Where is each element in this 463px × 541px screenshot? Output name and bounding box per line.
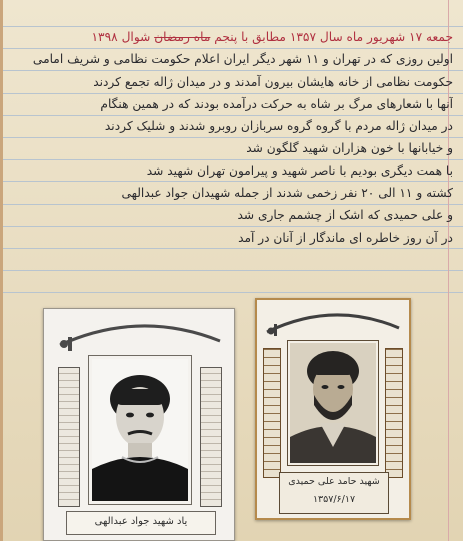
text-line-9: و علی حمیدی که اشک از چشمم جاری شد xyxy=(237,208,453,223)
date-text-after: شوال ۱۳۹۸ xyxy=(91,30,151,44)
photo-right xyxy=(255,298,411,520)
date-text-struck: ماه رمضان xyxy=(154,30,211,44)
date-line xyxy=(15,26,453,48)
handwritten-text xyxy=(15,26,453,249)
text-line-10: در آن روز خاطره ای ماندگار از آنان در آمد xyxy=(238,230,453,245)
right-ornament-panel xyxy=(200,367,222,507)
text-line-6: و خیابانها با خون هزاران شهید گلگون شد xyxy=(246,141,453,156)
date-text-before: جمعه ۱۷ شهریور ماه سال ۱۳۵۷ مطابق با پنجم xyxy=(214,30,453,44)
caption-left: یاد شهید جواد عبدالهی xyxy=(66,511,216,535)
right-ornament-panel xyxy=(385,348,403,478)
sword-ornament-icon xyxy=(54,315,226,355)
text-line-2: اولین روزی که در تهران و ۱۱ شهر دیگر ایران اعلام حکومت نظامی و شریف امامی xyxy=(32,52,453,67)
portrait-left xyxy=(92,359,188,501)
left-ornament-panel xyxy=(263,348,281,478)
photo-left xyxy=(43,308,235,541)
text-line-8: کشته و ۱۱ الی ۲۰ نفر زخمی شدند از جمله شهیدان جواد عبدالهی xyxy=(121,186,453,201)
text-line-7: با همت دیگری بودیم با ناصر شهید و پیرامون تهران شهید شد xyxy=(146,163,453,178)
ruled-line xyxy=(3,292,463,293)
caption-right xyxy=(279,472,389,514)
sword-ornament-icon xyxy=(263,306,403,340)
text-line-3: حکومت نظامی از خانه هایشان بیرون آمدند و در میدان ژاله تجمع کردند xyxy=(93,74,453,89)
text-line-5: در میدان ژاله مردم با گروه گروه سربازان روبرو شدند و شلیک کردند xyxy=(104,119,453,134)
caption-right-name: شهید حامد علی حمیدی xyxy=(288,476,380,487)
caption-right-date: ۱۳۵۷/۶/۱۷ xyxy=(312,494,356,505)
portrait-figure-icon xyxy=(92,359,188,501)
text-line-4: آنها با شعارهای مرگ بر شاه به حرکت درآمده بودند که در همین هنگام xyxy=(100,96,453,111)
ruled-line xyxy=(3,270,463,271)
left-ornament-panel xyxy=(58,367,80,507)
portrait-right xyxy=(290,343,376,463)
portrait-figure-icon xyxy=(290,343,376,463)
